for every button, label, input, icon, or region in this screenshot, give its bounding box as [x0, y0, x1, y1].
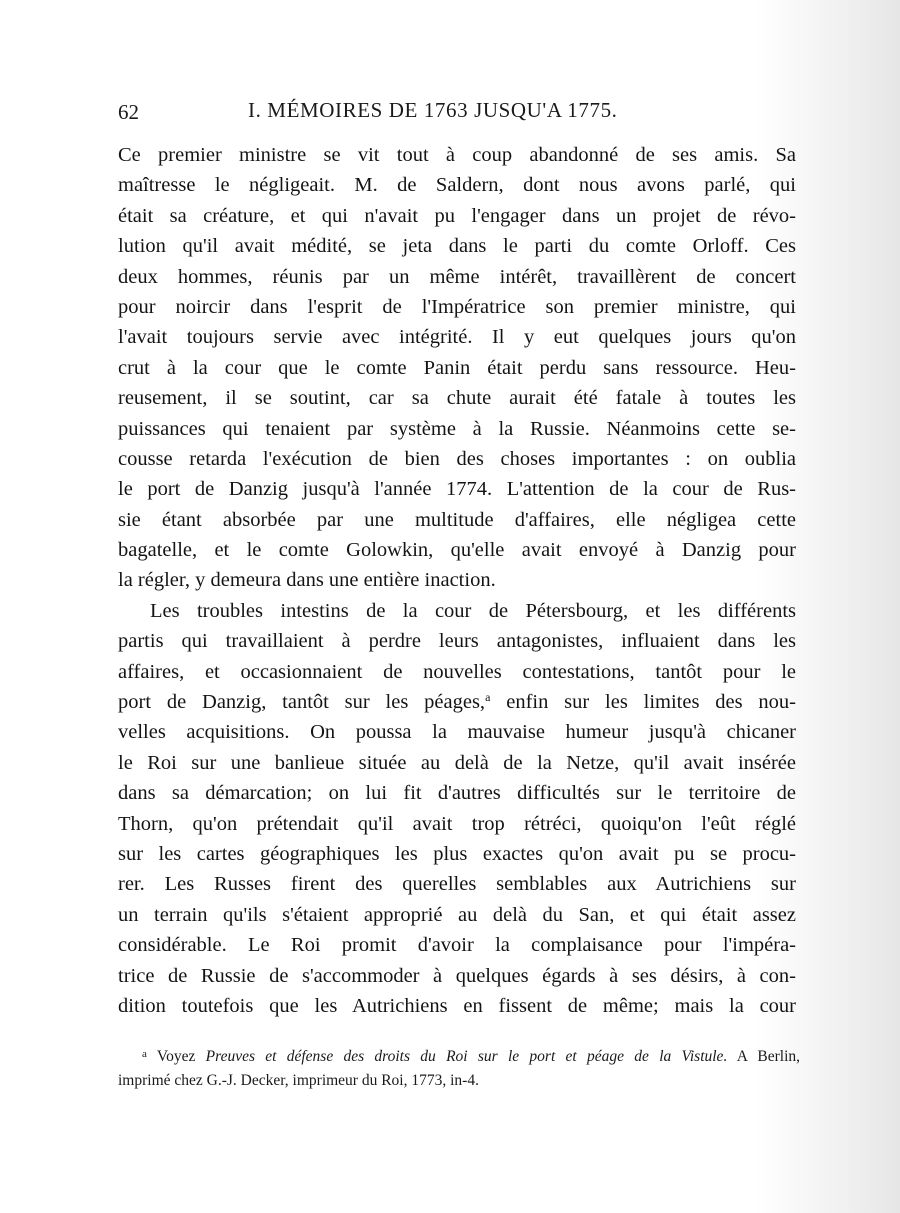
text-line: deux hommes, réunis par un même intérêt, travaillèrent de concert: [118, 265, 796, 288]
running-head: I. MÉMOIRES DE 1763 JUSQU'A 1775.: [248, 98, 618, 122]
text-line: considérable. Le Roi promit d'avoir la complaisance pour l'impéra-: [118, 934, 796, 957]
text-line: velles acquisitions. On poussa la mauvaise humeur jusqu'à chicaner: [118, 721, 796, 744]
text-line-with-note: [118, 687, 796, 717]
text-line: le port de Danzig jusqu'à l'année 1774. L'attention de la cour de Rus-: [118, 478, 796, 501]
text-line: rer. Les Russes firent des querelles semblables aux Autrichiens sur: [118, 873, 796, 896]
text-line: la régler, y demeura dans une entière inaction.: [118, 569, 496, 592]
text-line: crut à la cour que le comte Panin était perdu sans ressource. Heu-: [118, 356, 796, 379]
footnote-line: [118, 1042, 800, 1069]
page-header: [118, 96, 798, 130]
text-line: puissances qui tenaient par système à la Russie. Néanmoins cette se-: [118, 417, 796, 440]
footnote-mark: a: [142, 1048, 147, 1060]
text-line: sie étant absorbée par une multitude d'affaires, elle négligea cette: [118, 508, 796, 531]
text-line: dans sa démarcation; on lui fit d'autres difficultés sur le territoire de: [118, 782, 796, 805]
text-line: bagatelle, et le comte Golowkin, qu'elle avait envoyé à Danzig pour: [118, 539, 796, 562]
text-line: reusement, il se soutint, car sa chute aurait été fatale à toutes les: [118, 387, 796, 410]
footnote-reference: a: [485, 690, 491, 705]
footnote-imprint: imprimé chez G.-J. Decker, imprimeur du Roi, 1773, in-4.: [118, 1072, 479, 1089]
text-line: maîtresse le négligeait. M. de Saldern, dont nous avons parlé, qui: [118, 174, 796, 197]
text-line: cousse retarda l'exécution de bien des choses importantes : on oublia: [118, 447, 796, 470]
text-segment: enfin sur les limites des nou-: [490, 691, 796, 714]
footnote: [118, 1042, 800, 1093]
text-line: un terrain qu'ils s'étaient approprié au delà du San, et qui était assez: [118, 903, 796, 926]
text-segment: port de Danzig, tantôt sur les péages,: [118, 691, 486, 714]
text-line: lution qu'il avait médité, se jeta dans le parti du comte Orloff. Ces: [118, 235, 796, 258]
page-number: 62: [118, 100, 139, 124]
text-line: affaires, et occasionnaient de nouvelles contestations, tantôt pour le: [118, 660, 796, 683]
footnote-title: Preuves et défense des droits du Roi sur le port et péage de la Vistule.: [205, 1048, 728, 1065]
footnote-intro: Voyez: [156, 1048, 196, 1065]
text-line: Thorn, qu'on prétendait qu'il avait trop rétréci, quoiqu'on l'eût réglé: [118, 812, 796, 835]
text-line: dition toutefois que les Autrichiens en fissent de même; mais la cour: [118, 994, 796, 1017]
text-line: pour noircir dans l'esprit de l'Impératrice son premier ministre, qui: [118, 295, 796, 318]
main-text: [118, 140, 796, 1021]
text-line: partis qui travaillaient à perdre leurs antagonistes, influaient dans les: [118, 630, 796, 653]
text-line: le Roi sur une banlieue située au delà de la Netze, qu'il avait insérée: [118, 751, 796, 774]
text-line: Ce premier ministre se vit tout à coup abandonné de ses amis. Sa: [118, 144, 796, 166]
paragraph-first-line: Les troubles intestins de la cour de Pétersbourg, et les différents: [150, 599, 796, 622]
text-line: était sa créature, et qui n'avait pu l'engager dans un projet de révo-: [118, 204, 796, 227]
text-line: trice de Russie de s'accommoder à quelques égards à ses désirs, à con-: [118, 964, 796, 987]
text-line: l'avait toujours servie avec intégrité. Il y eut quelques jours qu'on: [118, 326, 796, 349]
footnote-place: A Berlin,: [736, 1048, 800, 1065]
text-line: sur les cartes géographiques les plus exactes qu'on avait pu se procu-: [118, 842, 796, 865]
